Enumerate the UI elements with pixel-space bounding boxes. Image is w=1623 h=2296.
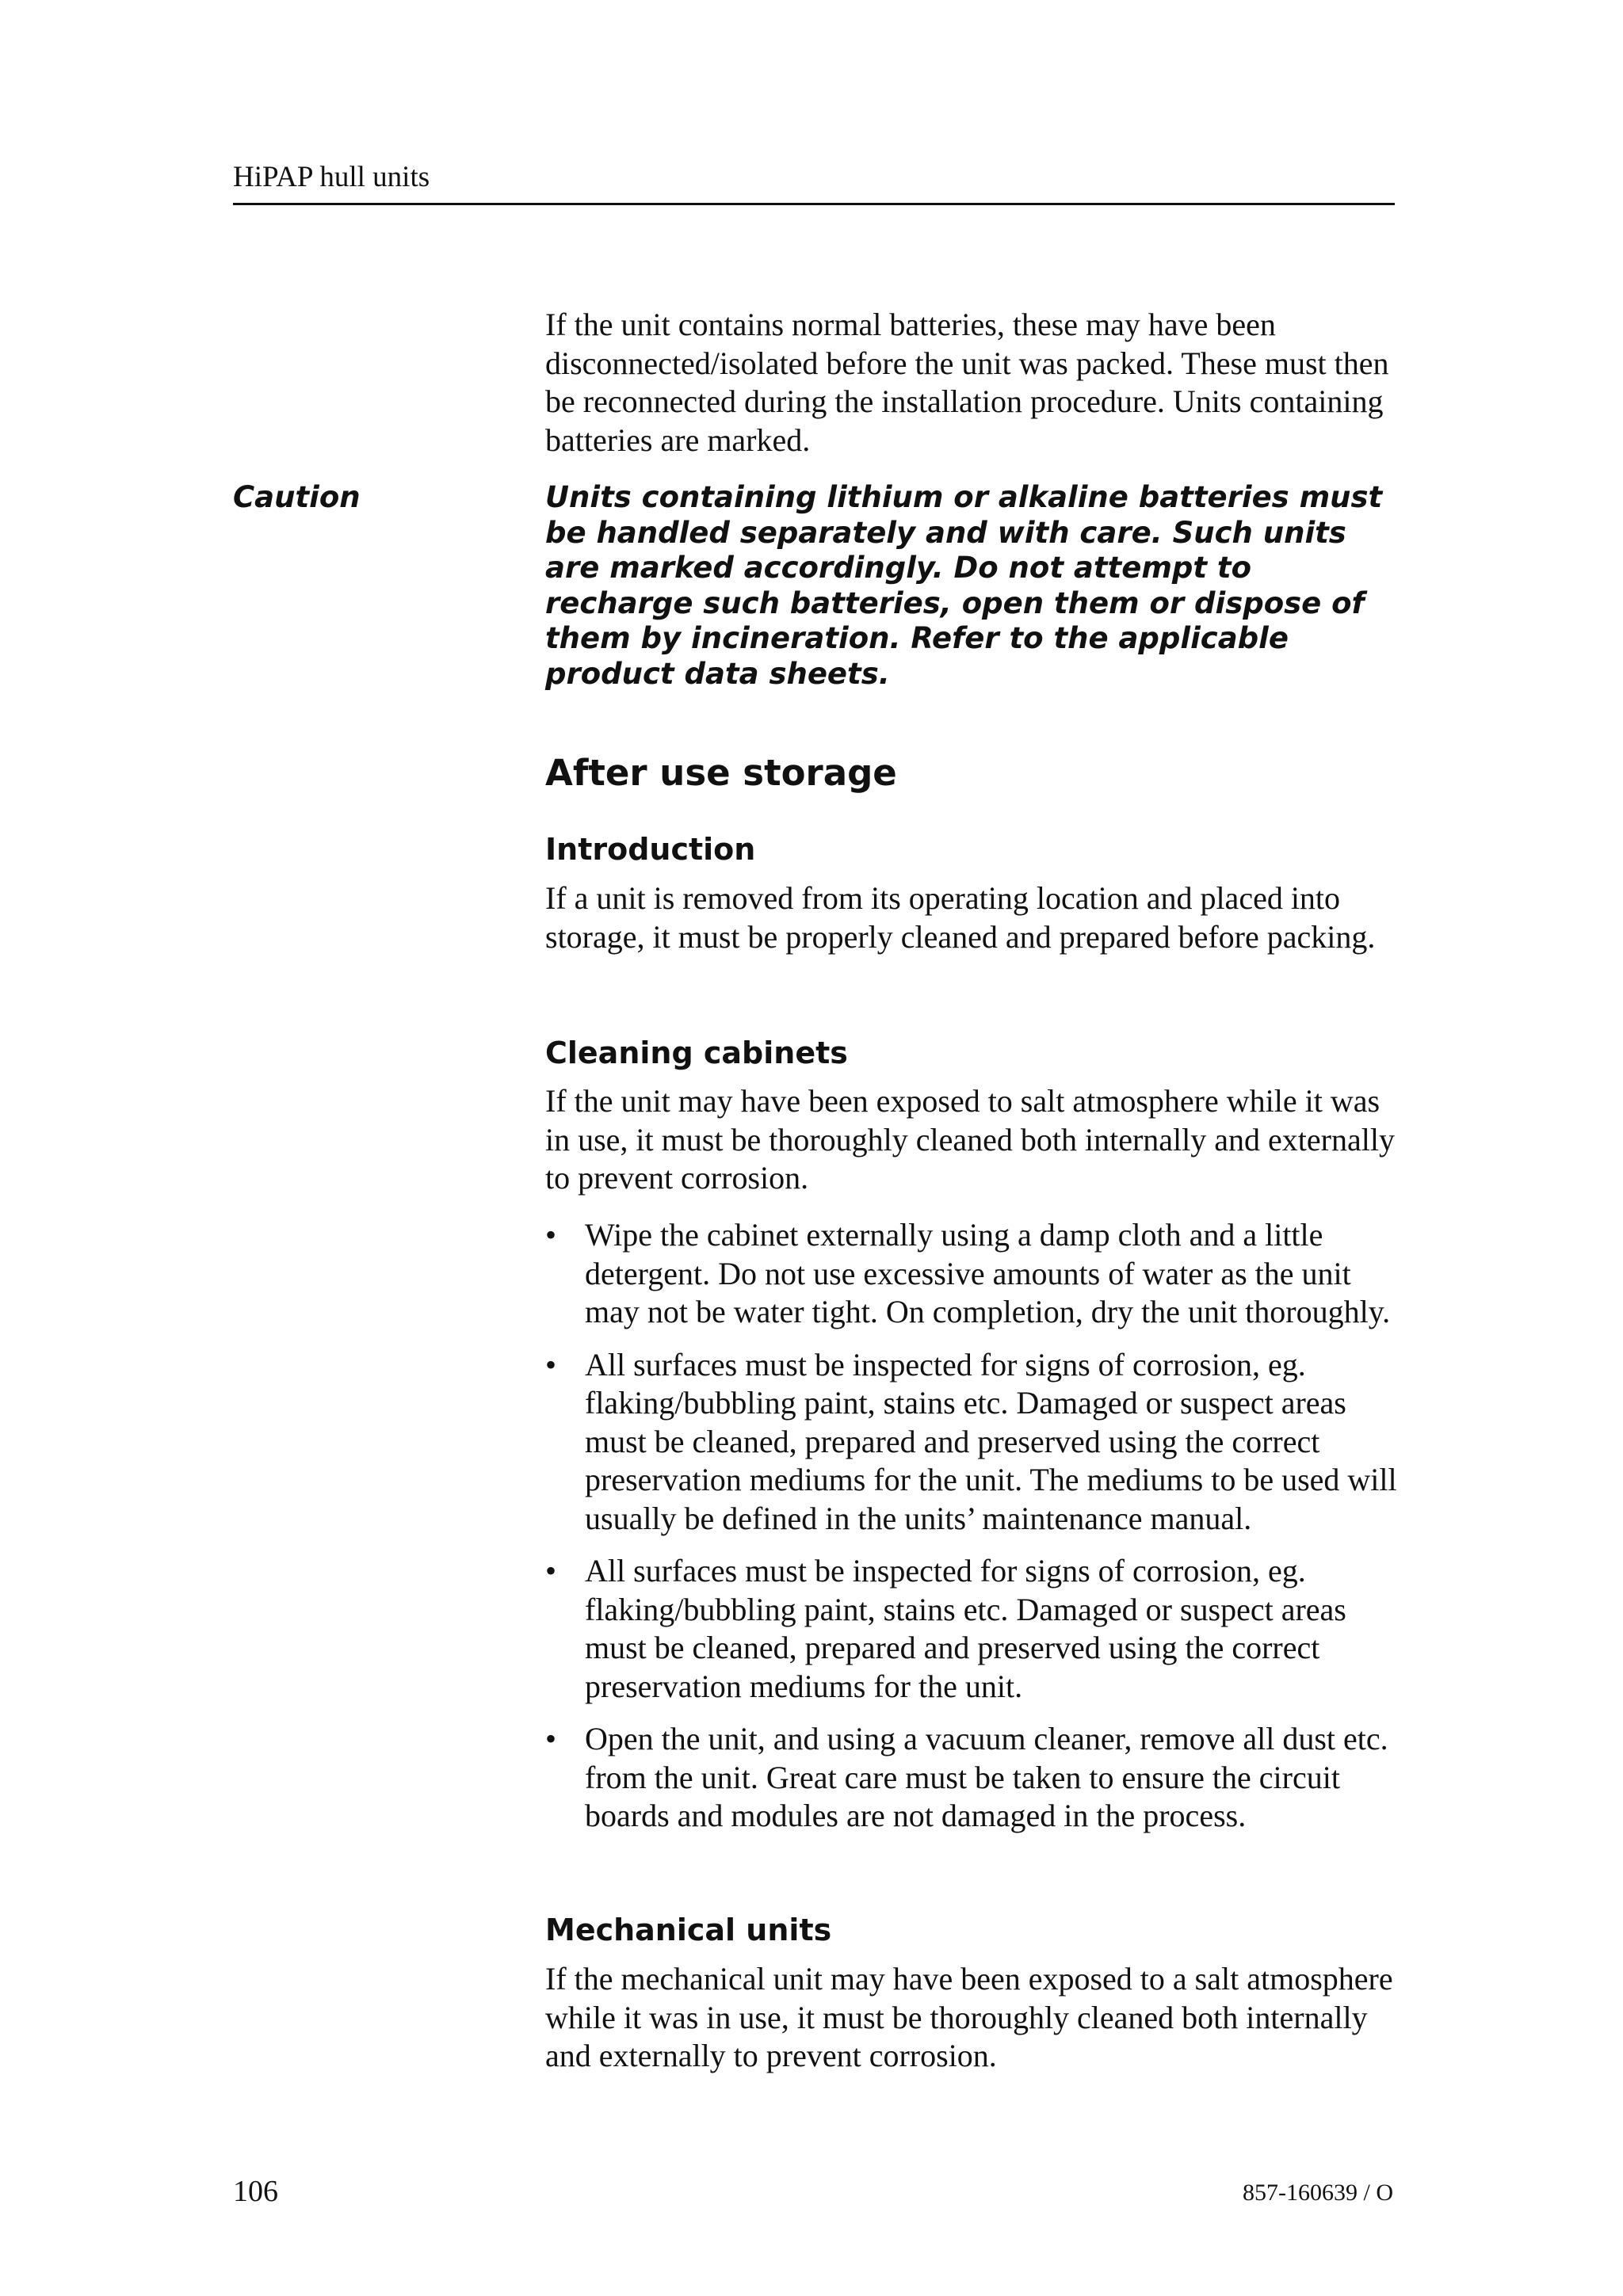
header-title: HiPAP hull units bbox=[233, 161, 430, 193]
cleaning-bullet-list bbox=[545, 1216, 1401, 1850]
bullet-text: Wipe the cabinet externally using a damp cloth and a little detergent. Do not use excessive amounts of water as the unit may not be water tight. On completion, dry the unit thoroughly. bbox=[585, 1217, 1391, 1329]
list-item bbox=[545, 1720, 1401, 1836]
mechanical-units-text: If the mechanical unit may have been exposed to a salt atmosphere while it was in use, it must be thoroughly cleaned both internally and externally to prevent corrosion. bbox=[545, 1961, 1393, 2073]
bullet-text: All surfaces must be inspected for signs of corrosion, eg. flaking/bubbling paint, stains etc. Damaged or suspect areas must be cleaned, prepared and preserved using the correct preservation mediums for the unit. The mediums to be used will usually be defined in the units’ maintenance manual. bbox=[585, 1346, 1397, 1536]
bullet-text: All surfaces must be inspected for signs of corrosion, eg. flaking/bubbling paint, stains etc. Damaged or suspect areas must be cleaned, prepared and preserved using the correct preservation mediums for the unit. bbox=[585, 1553, 1346, 1704]
bullet-icon: • bbox=[545, 1553, 557, 1589]
cleaning-cabinets-heading: Cleaning cabinets bbox=[545, 1035, 848, 1070]
list-item bbox=[545, 1552, 1401, 1706]
page-number: 106 bbox=[233, 2175, 278, 2208]
introduction-heading: Introduction bbox=[545, 832, 756, 867]
intro-paragraph: If the unit contains normal batteries, these may have been disconnected/isolated before the unit was packed. These must then be reconnected during the installation procedure. Units containing batteries are marked. bbox=[545, 307, 1389, 458]
bullet-icon: • bbox=[545, 1346, 557, 1383]
section-title: After use storage bbox=[545, 752, 897, 794]
bullet-text: Open the unit, and using a vacuum cleaner, remove all dust etc. from the unit. Great care must be taken to ensure the circuit boards and modules are not damaged in the process. bbox=[585, 1721, 1388, 1833]
mechanical-units-heading: Mechanical units bbox=[545, 1913, 832, 1947]
cleaning-cabinets-text: If the unit may have been exposed to salt atmosphere while it was in use, it must be thoroughly cleaned both internally and externally to prevent corrosion. bbox=[545, 1083, 1395, 1196]
bullet-icon: • bbox=[545, 1217, 557, 1253]
page-header bbox=[233, 155, 1395, 205]
list-item bbox=[545, 1346, 1401, 1539]
document-number: 857-160639 / O bbox=[1243, 2180, 1393, 2206]
caution-text: Units containing lithium or alkaline batteries must be handled separately and with care. Such units are marked accordingly. Do not attempt to recharge such batteries, open them or dispose of them by incineration. Refer to the applicable product data sheets. bbox=[545, 480, 1383, 691]
introduction-text: If a unit is removed from its operating location and placed into storage, it must be properly cleaned and prepared before packing. bbox=[545, 880, 1376, 955]
bullet-icon: • bbox=[545, 1721, 557, 1756]
list-item bbox=[545, 1216, 1401, 1332]
caution-label: Caution bbox=[233, 480, 361, 514]
